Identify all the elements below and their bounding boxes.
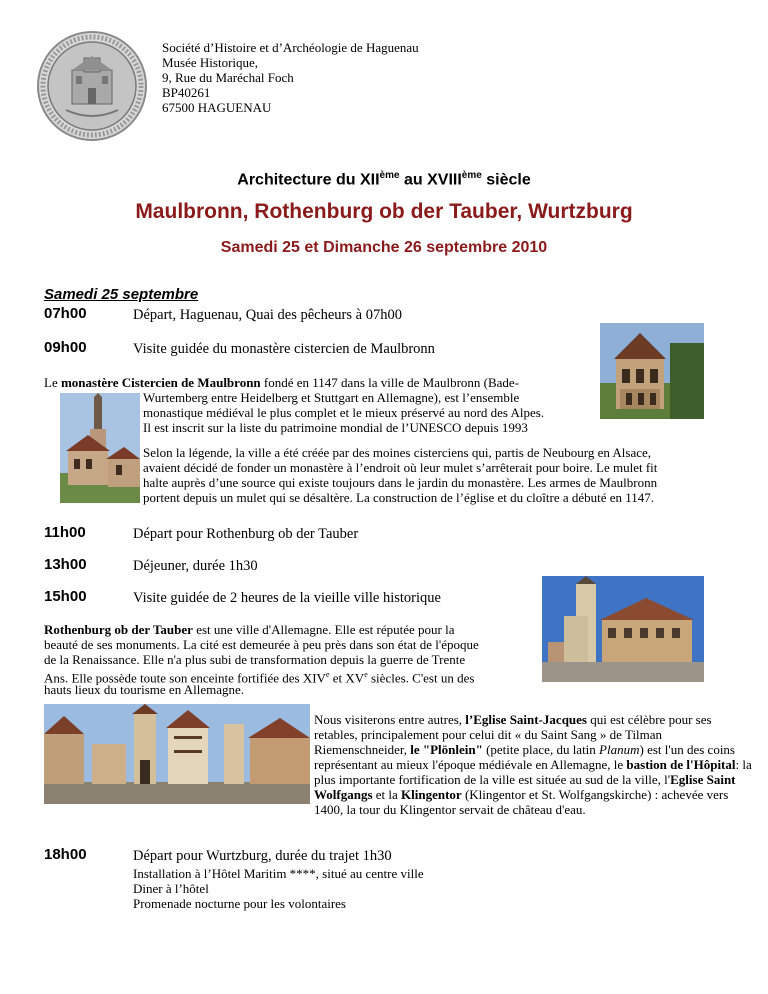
address-line: Musée Historique, xyxy=(162,55,259,70)
maulbronn-intro-line: Le monastère Cistercien de Maulbronn fondé en 1147 dans la ville de Maulbronn (Bade- xyxy=(44,375,520,390)
maulbronn-intro-line: monastique médiéval le plus complet et le mieux préservé au nord des Alpes. xyxy=(143,405,545,420)
maulbronn-intro-line: Il est inscrit sur la liste du patrimoine mondial de l’UNESCO depuis 1993 xyxy=(143,420,528,435)
address-line: 9, Rue du Maréchal Foch xyxy=(162,70,294,85)
evening-detail-line: Installation à l’Hôtel Maritim ****, situé au centre ville xyxy=(133,866,424,881)
rothenburg-intro-line: beauté de ses monuments. La cité est demeurée à peu près dans son état de l'époque xyxy=(44,637,479,652)
rothenburg-intro-line: Ans. Elle possède toute son enceinte fortifiée des XIVe et XVe siècles. C'est un des xyxy=(44,670,475,686)
maulbronn-legend-line: halte auprès d’une source qui existe toujours dans le jardin du monastère. Les armes de Maulbronn xyxy=(143,475,658,490)
schedule-activity: Départ pour Wurtzburg, durée du trajet 1h30 xyxy=(133,848,392,864)
ploenlein-street-photo xyxy=(44,704,310,804)
maulbronn-legend-line: avaient décidé de fonder un monastère à l’endroit où leur mulet s’arrêterait pour boire. Le mulet fit xyxy=(143,460,658,475)
schedule-activity: Visite guidée du monastère cistercien de Maulbronn xyxy=(133,341,435,357)
address-line: 67500 HAGUENAU xyxy=(162,100,272,115)
address-line: BP40261 xyxy=(162,85,211,100)
rothenburg-visit-line: Riemenschneider, le "Plönlein" (petite place, du latin Planum) est l'un des coins xyxy=(314,742,735,757)
rothenburg-visit-line: plus importante fortification de la ville est située au sud de la ville, l'Eglise Saint xyxy=(314,772,736,787)
rothenburg-visit-line: Nous visiterons entre autres, l’Eglise Saint-Jacques qui est célèbre pour ses xyxy=(314,712,712,727)
title-architecture: Architecture du XIIème au XVIIIème siècle xyxy=(237,170,531,189)
maulbronn-legend-line: Selon la légende, la ville a été créée par des moines cisterciens qui, partis de Neubourg en Alsace, xyxy=(143,445,652,460)
schedule-activity: Départ pour Rothenburg ob der Tauber xyxy=(133,526,359,542)
schedule-time: 11h00 xyxy=(44,524,86,541)
schedule-time: 13h00 xyxy=(44,556,87,573)
schedule-activity: Déjeuner, durée 1h30 xyxy=(133,558,258,574)
rothenburg-town-hall-photo xyxy=(542,576,704,682)
maulbronn-legend-line: portent depuis un mulet qui se désaltère. La construction de l’église et du cloître a débuté en 1147. xyxy=(143,490,655,505)
address-line: Société d’Histoire et d’Archéologie de Haguenau xyxy=(162,40,419,55)
schedule-time: 09h00 xyxy=(44,339,87,356)
evening-detail-line: Diner à l’hôtel xyxy=(133,881,209,896)
title-destinations: Maulbronn, Rothenburg ob der Tauber, Wurtzburg xyxy=(135,200,633,223)
rothenburg-intro-line: hauts lieux du tourisme en Allemagne. xyxy=(44,682,245,697)
maulbronn-church-photo xyxy=(60,393,140,503)
society-seal-logo xyxy=(36,30,148,142)
rothenburg-intro-line: Rothenburg ob der Tauber est une ville d'Allemagne. Elle est réputée pour la xyxy=(44,622,455,637)
address-block xyxy=(162,40,419,115)
rothenburg-intro-line: de la Renaissance. Elle n'a plus subi de transformation depuis la guerre de Trente xyxy=(44,652,466,667)
day-heading: Samedi 25 septembre xyxy=(44,286,199,303)
rothenburg-visit-line: représentant au mieux l'époque médiévale en Allemagne, le bastion de l'Hôpital: la xyxy=(314,757,752,772)
maulbronn-cloister-photo xyxy=(600,323,704,419)
schedule-time: 07h00 xyxy=(44,305,87,322)
evening-detail-line: Promenade nocturne pour les volontaires xyxy=(133,896,346,911)
rothenburg-visit-line: 1400, la tour du Klingentor servait de château d'eau. xyxy=(314,802,586,817)
schedule-time: 15h00 xyxy=(44,588,87,605)
title-dates: Samedi 25 et Dimanche 26 septembre 2010 xyxy=(220,239,548,256)
rothenburg-visit-line: retables, principalement pour celui dit « du Saint Sang » de Tilman xyxy=(314,727,663,742)
schedule-activity: Visite guidée de 2 heures de la vieille ville historique xyxy=(133,590,441,606)
schedule-time: 18h00 xyxy=(44,846,87,863)
rothenburg-visit-line: Wolfgangs et la Klingentor (Klingentor et St. Wolfgangskirche) : achevée vers xyxy=(314,787,729,802)
maulbronn-intro-line: Wurtemberg entre Heidelberg et Stuttgart en Allemagne), est l’ensemble xyxy=(143,390,520,405)
schedule-activity: Départ, Haguenau, Quai des pêcheurs à 07h00 xyxy=(133,307,402,323)
